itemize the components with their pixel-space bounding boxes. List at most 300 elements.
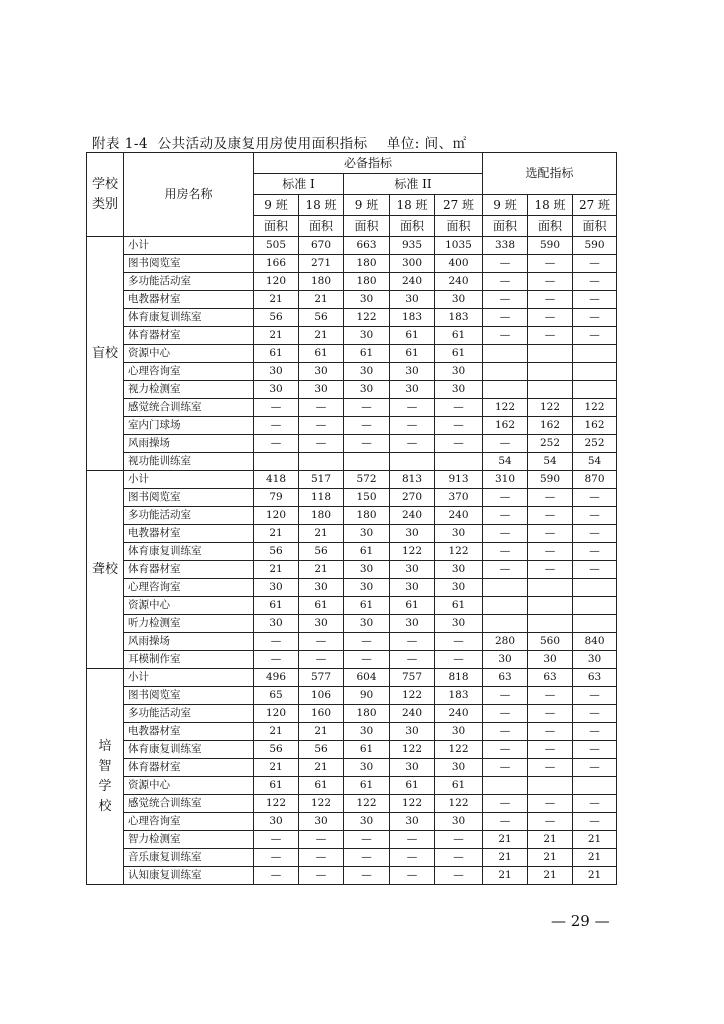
area-value: 818 [435,669,483,687]
area-value: 300 [390,255,435,273]
area-value: 180 [299,273,344,291]
area-value: 79 [254,489,299,507]
area-value: 180 [344,507,390,525]
area-value: — [483,561,528,579]
room-name: 资源中心 [124,597,254,615]
area-value: — [435,651,483,669]
table-row [87,399,617,417]
area-value: 30 [435,291,483,309]
table-row [87,777,617,795]
area-value: — [528,489,573,507]
area-value [390,453,435,471]
area-value [483,345,528,363]
table-row [87,489,617,507]
area-value: 61 [435,327,483,345]
area-value: — [483,741,528,759]
area-value: 30 [344,525,390,543]
area-value: — [390,831,435,849]
area-value: 30 [390,759,435,777]
area-value: 30 [254,579,299,597]
room-name: 资源中心 [124,777,254,795]
area-value: 30 [390,525,435,543]
table-row [87,471,617,489]
header-area: 面积 [344,216,390,237]
area-value: 30 [390,579,435,597]
area-value [573,363,617,381]
area-value: — [483,255,528,273]
table-row [87,723,617,741]
area-value: — [344,651,390,669]
area-value: — [483,759,528,777]
area-value: — [254,633,299,651]
area-value: — [299,849,344,867]
area-value: 120 [254,507,299,525]
area-value [573,597,617,615]
area-value: — [254,831,299,849]
header-room-name: 用房名称 [124,153,254,237]
table-row [87,345,617,363]
area-value: 30 [483,651,528,669]
area-value: 30 [344,381,390,399]
area-value: 21 [573,831,617,849]
area-value: — [573,273,617,291]
header-class-count: 18 班 [528,195,573,216]
table-row [87,795,617,813]
room-name: 体育器材室 [124,327,254,345]
table-row [87,327,617,345]
area-value [528,381,573,399]
table-row [87,687,617,705]
area-value: — [344,849,390,867]
room-name: 多功能活动室 [124,273,254,291]
area-value: 30 [390,291,435,309]
room-name: 图书阅览室 [124,489,254,507]
area-value: 30 [390,813,435,831]
area-value: 21 [254,525,299,543]
room-name: 认知康复训练室 [124,867,254,885]
table-row [87,867,617,885]
area-value: 63 [573,669,617,687]
room-name: 体育康复训练室 [124,309,254,327]
area-value: — [254,849,299,867]
area-value: 252 [573,435,617,453]
area-value: — [435,849,483,867]
table-row [87,741,617,759]
table-row [87,831,617,849]
room-name: 资源中心 [124,345,254,363]
room-name: 电教器材室 [124,723,254,741]
area-value: 560 [528,633,573,651]
area-value [483,777,528,795]
header-area: 面积 [528,216,573,237]
area-value [528,345,573,363]
area-value: 590 [528,471,573,489]
area-value: 180 [344,273,390,291]
area-value: 240 [435,705,483,723]
header-area: 面积 [299,216,344,237]
area-value: 21 [299,327,344,345]
header-required: 必备指标 [254,153,483,174]
area-value: — [299,867,344,885]
room-name: 视力检测室 [124,381,254,399]
area-value: — [573,255,617,273]
area-value: 30 [390,615,435,633]
area-value: — [390,867,435,885]
area-value: 30 [299,615,344,633]
header-area: 面积 [435,216,483,237]
table-row [87,525,617,543]
header-class-count: 27 班 [435,195,483,216]
area-value: 180 [344,705,390,723]
header-optional: 选配指标 [483,153,617,195]
area-value: 180 [299,507,344,525]
room-name: 电教器材室 [124,291,254,309]
area-value: 572 [344,471,390,489]
area-value: 106 [299,687,344,705]
area-value: — [483,687,528,705]
header-class-count: 18 班 [299,195,344,216]
area-value [254,453,299,471]
table-caption: 附表 1-4 公共活动及康复用房使用面积指标 单位: 间、㎡ [92,136,467,152]
area-value: 120 [254,705,299,723]
area-value: 61 [344,543,390,561]
area-value [528,363,573,381]
area-value [344,453,390,471]
area-value: 166 [254,255,299,273]
area-value: 21 [254,759,299,777]
room-name: 小计 [124,237,254,255]
table-row [87,255,617,273]
area-value: 21 [299,723,344,741]
header-class-count: 9 班 [254,195,299,216]
area-value: — [573,705,617,723]
area-value: 30 [344,579,390,597]
area-value: 61 [344,597,390,615]
table-row [87,237,617,255]
area-value: — [483,309,528,327]
table-row [87,759,617,777]
area-value: — [483,543,528,561]
area-value: 63 [483,669,528,687]
area-value: 56 [254,543,299,561]
area-value: 61 [344,345,390,363]
area-value: 21 [528,831,573,849]
area-value: — [573,759,617,777]
table-row [87,363,617,381]
area-value: — [435,435,483,453]
area-value: 162 [528,417,573,435]
area-value: 21 [299,291,344,309]
area-value: 30 [344,813,390,831]
area-value: 61 [254,597,299,615]
area-value: 21 [528,849,573,867]
area-value: — [344,399,390,417]
area-value: 61 [344,741,390,759]
area-value: 21 [254,561,299,579]
area-value: 30 [299,363,344,381]
area-value: 61 [254,777,299,795]
table-row [87,309,617,327]
room-name: 风雨操场 [124,435,254,453]
area-value: 496 [254,669,299,687]
table-row [87,381,617,399]
area-value: 54 [528,453,573,471]
area-value: 30 [254,381,299,399]
area-value: — [390,399,435,417]
table-row [87,273,617,291]
area-value: — [435,867,483,885]
area-value: 122 [435,543,483,561]
table-row [87,435,617,453]
area-value [528,777,573,795]
area-value: 61 [435,777,483,795]
area-value: 122 [390,741,435,759]
area-value: — [573,327,617,345]
area-value: 577 [299,669,344,687]
area-value [435,453,483,471]
table-row [87,453,617,471]
school-category: 培智学校 [87,669,124,885]
area-value: 30 [344,363,390,381]
area-value: — [483,723,528,741]
area-value: 21 [573,867,617,885]
area-value: 663 [344,237,390,255]
area-value: — [483,489,528,507]
room-name: 室内门球场 [124,417,254,435]
area-value: — [573,525,617,543]
area-value: — [573,741,617,759]
area-value: — [528,687,573,705]
header-area: 面积 [254,216,299,237]
area-value: 30 [254,813,299,831]
area-value: 30 [390,561,435,579]
area-value: 240 [390,507,435,525]
area-value: 30 [299,813,344,831]
area-value: 338 [483,237,528,255]
area-value: — [435,633,483,651]
area-value: — [254,399,299,417]
room-name: 心理咨询室 [124,363,254,381]
area-value: — [573,507,617,525]
area-value: 122 [390,543,435,561]
area-value: — [573,543,617,561]
area-value: 30 [390,381,435,399]
table-row [87,291,617,309]
header-class-count: 18 班 [390,195,435,216]
area-value: 21 [254,291,299,309]
header-school-type: 学校类别 [87,153,124,237]
area-value: — [528,525,573,543]
area-value: 61 [390,327,435,345]
room-name: 音乐康复训练室 [124,849,254,867]
table-row [87,669,617,687]
area-value: 90 [344,687,390,705]
area-value: 61 [390,777,435,795]
area-value [483,579,528,597]
area-value: 21 [254,723,299,741]
area-value: 757 [390,669,435,687]
room-name: 耳模制作室 [124,651,254,669]
area-value: 30 [435,525,483,543]
area-value: 61 [435,597,483,615]
area-value: 370 [435,489,483,507]
area-value: 870 [573,471,617,489]
area-value: 65 [254,687,299,705]
area-value: — [483,291,528,309]
area-value: — [528,273,573,291]
area-value: 183 [435,687,483,705]
area-value: 160 [299,705,344,723]
area-value: — [299,417,344,435]
area-value: 183 [390,309,435,327]
area-value: 670 [299,237,344,255]
area-value: 935 [390,237,435,255]
area-value: — [573,723,617,741]
area-value: 122 [483,399,528,417]
area-value: — [528,291,573,309]
header-class-count: 9 班 [344,195,390,216]
area-value: 240 [390,273,435,291]
header-area: 面积 [390,216,435,237]
area-value: 56 [254,309,299,327]
area-value: 21 [254,327,299,345]
area-value: — [528,327,573,345]
table-row [87,813,617,831]
area-value: — [344,417,390,435]
area-value: 590 [528,237,573,255]
area-value: 30 [435,381,483,399]
area-value: — [528,759,573,777]
area-value: 30 [435,759,483,777]
area-value: — [483,795,528,813]
area-value: 30 [344,561,390,579]
room-name: 体育康复训练室 [124,543,254,561]
area-value: — [299,831,344,849]
area-value: — [483,435,528,453]
area-value: 54 [573,453,617,471]
area-value: — [435,831,483,849]
area-value: 813 [390,471,435,489]
area-value: — [390,633,435,651]
area-value: — [573,687,617,705]
area-value: — [573,489,617,507]
header-class-count: 27 班 [573,195,617,216]
area-value: — [299,399,344,417]
area-value: — [299,651,344,669]
room-name: 体育康复训练室 [124,741,254,759]
area-value [528,615,573,633]
area-value: 162 [483,417,528,435]
header-standard-2: 标准 II [344,174,483,195]
area-value: 21 [483,831,528,849]
area-value: 56 [299,543,344,561]
area-value: 61 [390,597,435,615]
area-value [483,363,528,381]
area-value: 63 [528,669,573,687]
table-row [87,849,617,867]
area-value: 30 [528,651,573,669]
area-value: 54 [483,453,528,471]
area-value: — [573,795,617,813]
area-value: 30 [344,291,390,309]
area-value: — [483,273,528,291]
table-row [87,417,617,435]
area-value: 150 [344,489,390,507]
school-category: 盲校 [87,237,124,471]
room-name: 感觉统合训练室 [124,795,254,813]
area-value: — [344,633,390,651]
room-name: 小计 [124,669,254,687]
room-name: 多功能活动室 [124,507,254,525]
area-value: 30 [344,615,390,633]
area-value: 122 [573,399,617,417]
area-value: 240 [435,273,483,291]
room-name: 感觉统合训练室 [124,399,254,417]
area-value [573,345,617,363]
area-value: 122 [344,309,390,327]
area-value: — [573,309,617,327]
area-value: 122 [435,795,483,813]
area-value: 21 [299,759,344,777]
area-value: 418 [254,471,299,489]
page-number: — 29 — [551,912,610,930]
area-value: — [528,741,573,759]
area-value: 30 [299,579,344,597]
area-value: — [528,705,573,723]
area-value: — [573,561,617,579]
room-name: 心理咨询室 [124,579,254,597]
area-value: 120 [254,273,299,291]
area-value: — [573,291,617,309]
area-value: — [528,507,573,525]
area-value: — [483,705,528,723]
area-value: 30 [390,363,435,381]
area-value: 30 [344,723,390,741]
area-value: — [344,867,390,885]
table-row [87,543,617,561]
area-index-table [86,152,617,885]
area-value: 270 [390,489,435,507]
area-value: — [483,327,528,345]
area-value [528,579,573,597]
area-value: 30 [435,723,483,741]
area-value: 61 [299,777,344,795]
area-value [299,453,344,471]
table-row [87,597,617,615]
area-value: — [299,633,344,651]
area-value: — [254,417,299,435]
area-value: 271 [299,255,344,273]
area-value: 21 [483,849,528,867]
area-value: 30 [299,381,344,399]
area-value: 590 [573,237,617,255]
area-value [573,777,617,795]
room-name: 体育器材室 [124,561,254,579]
area-value: — [528,309,573,327]
area-value: — [344,831,390,849]
area-value: 180 [344,255,390,273]
area-value: — [573,813,617,831]
area-value: 30 [344,327,390,345]
table-row [87,507,617,525]
area-value: — [528,723,573,741]
area-value: 183 [435,309,483,327]
area-value [573,381,617,399]
area-value: 122 [254,795,299,813]
area-value [483,381,528,399]
room-name: 心理咨询室 [124,813,254,831]
area-value [528,597,573,615]
